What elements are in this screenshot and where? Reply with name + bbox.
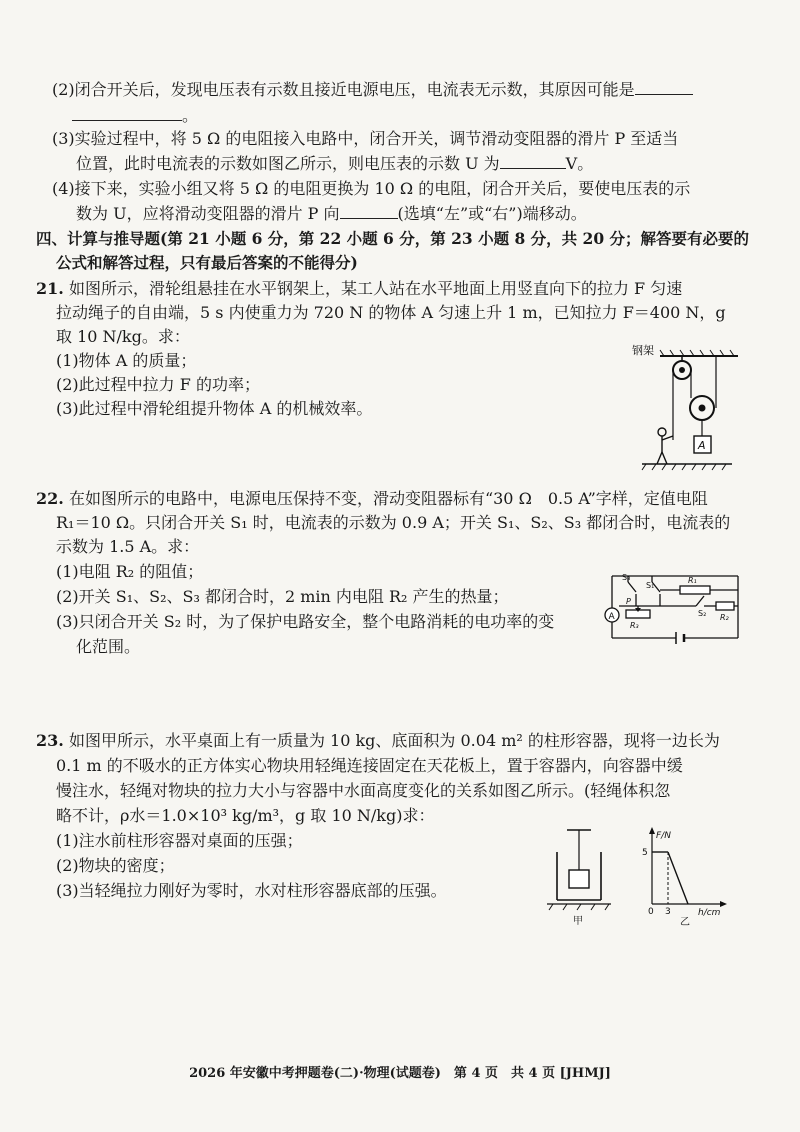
q21-sub2: (2)此过程中拉力 F 的功率；: [56, 375, 260, 394]
q21-sub3: (3)此过程中滑轮组提升物体 A 的机械效率。: [56, 399, 373, 418]
q23-line3: 慢注水，轻绳对物块的拉力大小与容器中水面高度变化的关系如图乙所示。(轻绳体积忽: [56, 781, 671, 800]
answer-blank[interactable]: [72, 104, 182, 121]
figure-yi-label: 乙: [680, 917, 690, 928]
cube-block: [569, 870, 589, 888]
q22-line3: 示数为 1.5 A。求：: [56, 537, 200, 556]
svg-text:S₂: S₂: [698, 609, 707, 618]
q22-sub2: (2)开关 S₁、S₂、S₃ 都闭合时，2 min 内电阻 R₂ 产生的热量；: [56, 587, 509, 606]
circuit-diagram: [600, 562, 750, 650]
figure-jia-label: 甲: [573, 916, 583, 927]
answer-blank[interactable]: [500, 152, 566, 169]
svg-text:R₂: R₂: [720, 613, 729, 622]
page-footer: 2026 年安徽中考押题卷(二)·物理(试题卷) 第 4 页 共 4 页 [JHMJ]: [189, 1066, 611, 1081]
q23-line4: 略不计，ρ水＝1.0×10³ kg/m³，g 取 10 N/kg)求：: [56, 806, 435, 825]
svg-text:3: 3: [665, 907, 671, 917]
svg-text:A: A: [608, 612, 615, 622]
q20-part4-line2: 数为 U，应将滑动变阻器的滑片 P 向 (选填“左”或“右”)端移动。: [76, 204, 587, 223]
q23-line1: 23. 如图甲所示，水平桌面上有一质量为 10 kg、底面积为 0.04 m² 的柱形容器，现将一边长为: [36, 731, 720, 750]
graph-line: [668, 852, 688, 904]
svg-text:S₁: S₁: [646, 581, 655, 590]
q20-part4-line1: (4)接下来，实验小组又将 5 Ω 的电阻更换为 10 Ω 的电阻，闭合开关后，要使电压表的示: [52, 179, 691, 198]
resistor-r1: [680, 586, 710, 594]
q20-part2-line1: (2)闭合开关后，发现电压表有示数且接近电源电压，电流表无示数，其原因可能是: [52, 78, 693, 101]
svg-text:A: A: [698, 439, 706, 452]
pulley-figure: [632, 340, 742, 475]
q23-line2: 0.1 m 的不吸水的正方体实心物块用轻绳连接固定在天花板上，置于容器内，向容器中缓: [56, 756, 683, 775]
container-figure: [545, 822, 615, 928]
q23-sub2: (2)物块的密度；: [56, 856, 175, 875]
svg-text:0: 0: [648, 907, 654, 917]
q20-part2-line2: 。: [72, 104, 198, 127]
force-height-graph: [632, 822, 732, 928]
q21-line3: 取 10 N/kg。求：: [56, 327, 190, 346]
section4-heading-line2: 公式和解答过程，只有最后答案的不能得分): [56, 253, 358, 272]
q20-part3-line1: (3)实验过程中，将 5 Ω 的电阻接入电路中，闭合开关，调节滑动变阻器的滑片 P 至适当: [52, 129, 679, 148]
worker-figure: [657, 428, 673, 464]
answer-blank[interactable]: [340, 202, 398, 219]
q22-sub3-line2: 化范围。: [76, 637, 141, 656]
section4-heading-line1: 四、计算与推导题(第 21 小题 6 分，第 22 小题 6 分，第 23 小题 8 分，共 20 分；解答要有必要的: [36, 229, 750, 248]
q23-sub1: (1)注水前柱形容器对桌面的压强；: [56, 831, 303, 850]
svg-text:h/cm: h/cm: [698, 908, 721, 918]
q21-sub1: (1)物体 A 的质量；: [56, 351, 197, 370]
q22-line1: 22. 在如图所示的电路中，电源电压保持不变，滑动变阻器标有“30 Ω 0.5 A”字样，定值电阻: [36, 489, 708, 508]
svg-text:R₃: R₃: [630, 621, 639, 630]
resistor-r2: [716, 602, 734, 610]
q22-sub3-line1: (3)只闭合开关 S₂ 时，为了保护电路安全，整个电路消耗的电功率的变: [56, 612, 555, 631]
q21-line1: 21. 如图所示，滑轮组悬挂在水平钢架上，某工人站在水平地面上用竖直向下的拉力 F 匀速: [36, 279, 683, 298]
svg-text:F/N: F/N: [656, 831, 671, 841]
q20-part3-line2: 位置，此时电流表的示数如图乙所示，则电压表的示数 U 为 V。: [76, 154, 594, 173]
steel-frame-label: 钢架: [632, 344, 654, 357]
q23-sub3: (3)当轻绳拉力刚好为零时，水对柱形容器底部的压强。: [56, 881, 447, 900]
q22-line2: R₁＝10 Ω。只闭合开关 S₁ 时，电流表的示数为 0.9 A；开关 S₁、S₂、S₃ 都闭合时，电流表的: [56, 513, 731, 532]
svg-text:R₁: R₁: [688, 576, 697, 585]
svg-text:5: 5: [642, 848, 648, 858]
svg-text:S₃: S₃: [622, 573, 631, 582]
q22-sub1: (1)电阻 R₂ 的阻值；: [56, 562, 204, 581]
svg-text:P: P: [626, 597, 631, 606]
answer-blank[interactable]: [635, 78, 693, 95]
q21-line2: 拉动绳子的自由端，5 s 内使重力为 720 N 的物体 A 匀速上升 1 m，已知拉力 F＝400 N，g: [56, 303, 726, 322]
